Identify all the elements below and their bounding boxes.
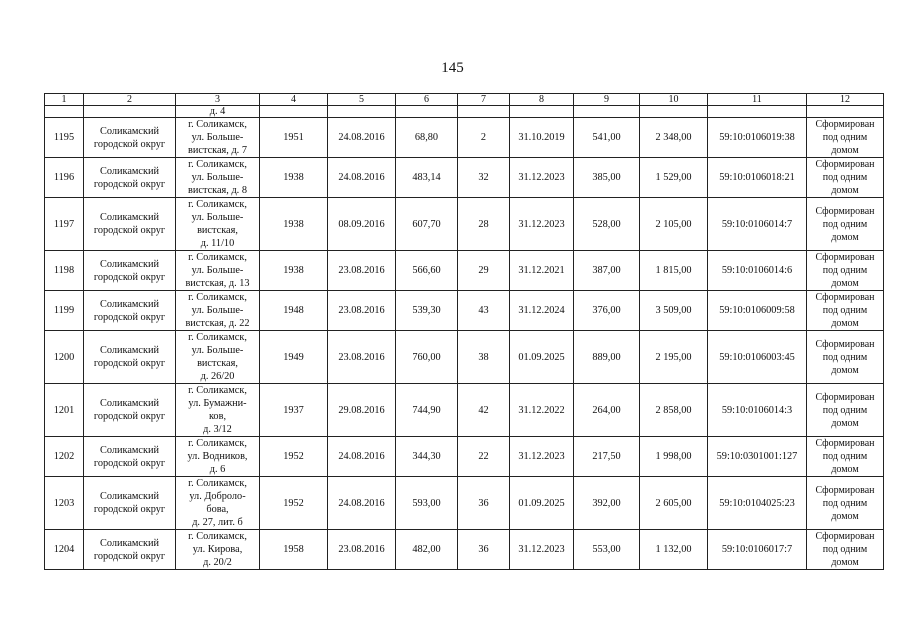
cell-status [807, 198, 884, 251]
cell-address-line: г. Соликамск, [188, 385, 247, 396]
cell-municipality-line: Соликамский [99, 444, 160, 456]
cell-year: 1949 [260, 331, 328, 384]
cell-status-line: домом [831, 145, 859, 156]
cell-municipality [84, 251, 176, 291]
table-row [45, 251, 884, 291]
cell-residents: 32 [458, 158, 510, 198]
cell-municipality-line: городской округ [93, 271, 166, 283]
cell-total [640, 106, 708, 118]
cell-status [807, 477, 884, 530]
cell-address-line: д. 27, лит. б [192, 517, 243, 528]
cell-address: д. 4 [176, 106, 260, 118]
header-cell: 5 [328, 94, 396, 106]
cell-status-line: Сформирован [815, 205, 875, 217]
cell-address-line: г. Соликамск, [188, 531, 247, 542]
header-cell: 6 [396, 94, 458, 106]
cell-status-line: под одним [822, 351, 868, 363]
cell-status [807, 331, 884, 384]
cell-municipality-line: Соликамский [99, 491, 160, 502]
cell-cost: 553,00 [574, 530, 640, 570]
cell-address-line: ул. Больше- [191, 172, 244, 183]
cell-total: 2 348,00 [640, 118, 708, 158]
header-cell: 10 [640, 94, 708, 106]
header-cell: 2 [84, 94, 176, 106]
cell-address [176, 158, 260, 198]
cell-num: 1195 [45, 118, 84, 158]
cell-cadastral: 59:10:0106009:58 [708, 291, 807, 331]
cell-residents: 42 [458, 384, 510, 437]
cell-area: 566,60 [396, 251, 458, 291]
cell-address [176, 477, 260, 530]
cell-address-line: ков, [208, 411, 227, 422]
cell-municipality-line: Соликамский [99, 345, 160, 356]
cell-address-line: ул. Больше- [191, 265, 244, 276]
cell-status-line: под одним [822, 544, 868, 555]
cell-status-line: под одним [822, 265, 868, 276]
cell-status-line: домом [831, 464, 859, 475]
cell-deadline [510, 106, 574, 118]
cell-status-line: домом [831, 318, 859, 329]
cell-cadastral [708, 106, 807, 118]
cell-municipality [84, 530, 176, 570]
header-cell: 12 [807, 94, 884, 106]
cell-area: 760,00 [396, 331, 458, 384]
cell-date: 24.08.2016 [328, 437, 396, 477]
cell-address [176, 291, 260, 331]
cell-status-line: под одним [822, 305, 868, 316]
cell-date: 08.09.2016 [328, 198, 396, 251]
cell-status-line: Сформирован [815, 292, 875, 303]
cell-status-line: Сформирован [815, 438, 875, 449]
cell-municipality-line: городской округ [93, 550, 166, 562]
cell-address [176, 384, 260, 437]
cell-num: 1203 [45, 477, 84, 530]
cell-address-line: г. Соликамск, [188, 252, 247, 263]
cell-cost: 387,00 [574, 251, 640, 291]
cell-num: 1201 [45, 384, 84, 437]
cell-status [807, 106, 884, 118]
cell-total: 2 605,00 [640, 477, 708, 530]
cell-address-line: д. 11/10 [200, 238, 235, 249]
cell-date: 24.08.2016 [328, 158, 396, 198]
cell-num: 1196 [45, 158, 84, 198]
cell-address-line: г. Соликамск, [188, 292, 247, 303]
cell-date: 24.08.2016 [328, 477, 396, 530]
header-cell: 9 [574, 94, 640, 106]
cell-total: 2 195,00 [640, 331, 708, 384]
table-row [45, 331, 884, 384]
cell-num [45, 106, 84, 118]
cell-total: 2 858,00 [640, 384, 708, 437]
cell-residents: 36 [458, 477, 510, 530]
cell-status [807, 118, 884, 158]
cell-cadastral: 59:10:0106014:3 [708, 384, 807, 437]
cell-area: 344,30 [396, 437, 458, 477]
cell-deadline: 31.12.2023 [510, 158, 574, 198]
cell-address-line: г. Соликамск, [188, 332, 247, 343]
cell-cadastral: 59:10:0301001:127 [708, 437, 807, 477]
header-cell: 8 [510, 94, 574, 106]
cell-cost: 889,00 [574, 331, 640, 384]
cell-deadline: 01.09.2025 [510, 477, 574, 530]
cell-residents: 36 [458, 530, 510, 570]
cell-status-line: домом [831, 231, 859, 243]
cell-address-line: ул. Бумажни- [188, 398, 247, 409]
cell-status [807, 291, 884, 331]
cell-year: 1952 [260, 477, 328, 530]
cell-cadastral: 59:10:0106019:38 [708, 118, 807, 158]
cell-cadastral: 59:10:0106003:45 [708, 331, 807, 384]
cell-area: 593,00 [396, 477, 458, 530]
cell-area: 483,14 [396, 158, 458, 198]
cell-status [807, 384, 884, 437]
cell-cost: 385,00 [574, 158, 640, 198]
cell-status-line: Сформирован [815, 252, 875, 263]
cell-municipality [84, 437, 176, 477]
cell-municipality-line: Соликамский [99, 398, 160, 409]
cell-municipality [84, 106, 176, 118]
cell-date: 23.08.2016 [328, 291, 396, 331]
table-row [45, 291, 884, 331]
cell-status [807, 158, 884, 198]
cell-municipality-line: городской округ [93, 311, 166, 323]
column-number-header [45, 94, 884, 106]
cell-address-line: вистская, д. 8 [188, 185, 247, 196]
cell-residents: 28 [458, 198, 510, 251]
cell-area [396, 106, 458, 118]
header-cell: 11 [708, 94, 807, 106]
cell-deadline: 31.12.2023 [510, 198, 574, 251]
cell-status-line: домом [831, 185, 859, 196]
table-row [45, 384, 884, 437]
cell-total: 1 132,00 [640, 530, 708, 570]
cell-status-line: под одним [822, 404, 868, 416]
cell-status-line: под одним [822, 497, 868, 509]
header-cell: 7 [458, 94, 510, 106]
cell-cadastral: 59:10:0106018:21 [708, 158, 807, 198]
cell-cost: 528,00 [574, 198, 640, 251]
cell-total: 3 509,00 [640, 291, 708, 331]
cell-address-line: г. Соликамск, [188, 438, 247, 449]
cell-status [807, 251, 884, 291]
header-cell: 3 [176, 94, 260, 106]
cell-address-line: г. Соликамск, [188, 159, 247, 170]
housing-registry-table [44, 93, 884, 570]
table-row [45, 477, 884, 530]
cell-municipality [84, 477, 176, 530]
cell-status-line: Сформирован [815, 338, 875, 350]
cell-address-line: вистская, д. 7 [188, 145, 247, 156]
cell-cost: 392,00 [574, 477, 640, 530]
cell-address [176, 437, 260, 477]
cell-residents: 2 [458, 118, 510, 158]
cell-municipality-line: городской округ [93, 225, 166, 236]
cell-num: 1200 [45, 331, 84, 384]
cell-municipality-line: Соликамский [99, 298, 160, 310]
cell-deadline: 31.12.2024 [510, 291, 574, 331]
cell-deadline: 31.12.2022 [510, 384, 574, 437]
cell-date: 23.08.2016 [328, 331, 396, 384]
cell-date: 29.08.2016 [328, 384, 396, 437]
cell-status-line: домом [831, 278, 859, 289]
cell-cost: 541,00 [574, 118, 640, 158]
cell-total: 1 815,00 [640, 251, 708, 291]
continuation-row [45, 106, 884, 118]
cell-cadastral: 59:10:0104025:23 [708, 477, 807, 530]
cell-year [260, 106, 328, 118]
cell-address-line: ул. Кирова, [192, 544, 243, 555]
cell-municipality [84, 384, 176, 437]
cell-address [176, 331, 260, 384]
cell-status-line: Сформирован [815, 119, 875, 130]
cell-address [176, 251, 260, 291]
cell-status-line: домом [831, 510, 859, 522]
cell-num: 1202 [45, 437, 84, 477]
cell-date: 23.08.2016 [328, 251, 396, 291]
cell-date: 23.08.2016 [328, 530, 396, 570]
cell-status-line: домом [831, 364, 859, 376]
table-row [45, 158, 884, 198]
header-cell: 1 [45, 94, 84, 106]
cell-municipality-line: городской округ [93, 138, 166, 150]
cell-municipality-line: городской округ [93, 411, 166, 422]
cell-date [328, 106, 396, 118]
cell-address-line: д. 3/12 [203, 424, 232, 435]
cell-area: 68,80 [396, 118, 458, 158]
cell-deadline: 31.12.2023 [510, 530, 574, 570]
cell-year: 1938 [260, 251, 328, 291]
cell-cost: 264,00 [574, 384, 640, 437]
cell-area: 607,70 [396, 198, 458, 251]
table-row [45, 198, 884, 251]
cell-residents: 22 [458, 437, 510, 477]
cell-address [176, 118, 260, 158]
cell-address-line: вистская, [197, 225, 238, 236]
cell-num: 1197 [45, 198, 84, 251]
cell-address [176, 198, 260, 251]
cell-deadline: 31.12.2023 [510, 437, 574, 477]
cell-deadline: 31.10.2019 [510, 118, 574, 158]
cell-total: 1 529,00 [640, 158, 708, 198]
cell-municipality [84, 331, 176, 384]
cell-status-line: под одним [822, 451, 868, 462]
cell-municipality-line: Соликамский [99, 125, 160, 137]
cell-year: 1952 [260, 437, 328, 477]
cell-date: 24.08.2016 [328, 118, 396, 158]
cell-deadline: 01.09.2025 [510, 331, 574, 384]
cell-status-line: Сформирован [815, 484, 875, 496]
table-row [45, 437, 884, 477]
cell-municipality [84, 158, 176, 198]
cell-year: 1938 [260, 198, 328, 251]
cell-cost: 376,00 [574, 291, 640, 331]
cell-address-line: ул. Доброло- [189, 491, 246, 502]
cell-municipality-line: городской округ [93, 178, 166, 190]
cell-status-line: домом [831, 417, 859, 429]
cell-cadastral: 59:10:0106014:6 [708, 251, 807, 291]
page-number: 145 [441, 60, 464, 76]
cell-address-line: ул. Больше- [191, 132, 244, 143]
cell-area: 539,30 [396, 291, 458, 331]
cell-cadastral: 59:10:0106014:7 [708, 198, 807, 251]
cell-municipality-line: городской округ [93, 358, 166, 369]
cell-municipality [84, 118, 176, 158]
cell-municipality [84, 291, 176, 331]
cell-num: 1198 [45, 251, 84, 291]
cell-residents: 29 [458, 251, 510, 291]
cell-address-line: бова, [206, 504, 229, 515]
cell-status [807, 437, 884, 477]
cell-area: 744,90 [396, 384, 458, 437]
cell-address-line: ул. Больше- [191, 345, 244, 356]
cell-municipality-line: Соликамский [99, 258, 160, 270]
header-cell: 4 [260, 94, 328, 106]
cell-address-line: д. 20/2 [203, 557, 232, 568]
cell-municipality-line: Соликамский [99, 165, 160, 177]
cell-address-line: ул. Больше- [191, 212, 244, 223]
cell-year: 1958 [260, 530, 328, 570]
cell-address-line: вистская, д. 13 [185, 278, 250, 289]
cell-residents [458, 106, 510, 118]
cell-municipality-line: городской округ [93, 457, 166, 469]
cell-residents: 43 [458, 291, 510, 331]
cell-year: 1938 [260, 158, 328, 198]
cell-address-line: г. Соликамск, [188, 478, 247, 489]
cell-address-line: г. Соликамск, [188, 119, 247, 130]
cell-address-line: д. 6 [209, 464, 226, 475]
cell-status-line: Сформирован [815, 391, 875, 403]
cell-year: 1951 [260, 118, 328, 158]
cell-status-line: под одним [822, 132, 868, 143]
table-row [45, 530, 884, 570]
cell-num: 1204 [45, 530, 84, 570]
cell-address-line: д. 26/20 [200, 371, 235, 382]
cell-cost [574, 106, 640, 118]
table-body [45, 106, 884, 570]
cell-status-line: под одним [822, 218, 868, 230]
cell-total: 2 105,00 [640, 198, 708, 251]
cell-cost: 217,50 [574, 437, 640, 477]
cell-cadastral: 59:10:0106017:7 [708, 530, 807, 570]
cell-residents: 38 [458, 331, 510, 384]
cell-address-line: вистская, д. 22 [185, 318, 250, 329]
cell-area: 482,00 [396, 530, 458, 570]
cell-address-line: ул. Больше- [191, 305, 244, 316]
cell-status-line: Сформирован [815, 531, 875, 542]
cell-municipality-line: городской округ [93, 504, 166, 515]
cell-status-line: под одним [822, 172, 868, 183]
cell-num: 1199 [45, 291, 84, 331]
cell-status-line: домом [831, 557, 859, 568]
cell-municipality-line: Соликамский [99, 537, 160, 549]
cell-status-line: Сформирован [815, 159, 875, 170]
cell-address-line: вистская, [197, 358, 238, 369]
cell-year: 1948 [260, 291, 328, 331]
cell-deadline: 31.12.2021 [510, 251, 574, 291]
cell-year: 1937 [260, 384, 328, 437]
table-row [45, 118, 884, 158]
cell-status [807, 530, 884, 570]
cell-municipality [84, 198, 176, 251]
cell-total: 1 998,00 [640, 437, 708, 477]
cell-address-line: г. Соликамск, [188, 199, 247, 210]
cell-municipality-line: Соликамский [99, 212, 160, 223]
cell-address [176, 530, 260, 570]
cell-address-line: ул. Водников, [187, 451, 248, 462]
